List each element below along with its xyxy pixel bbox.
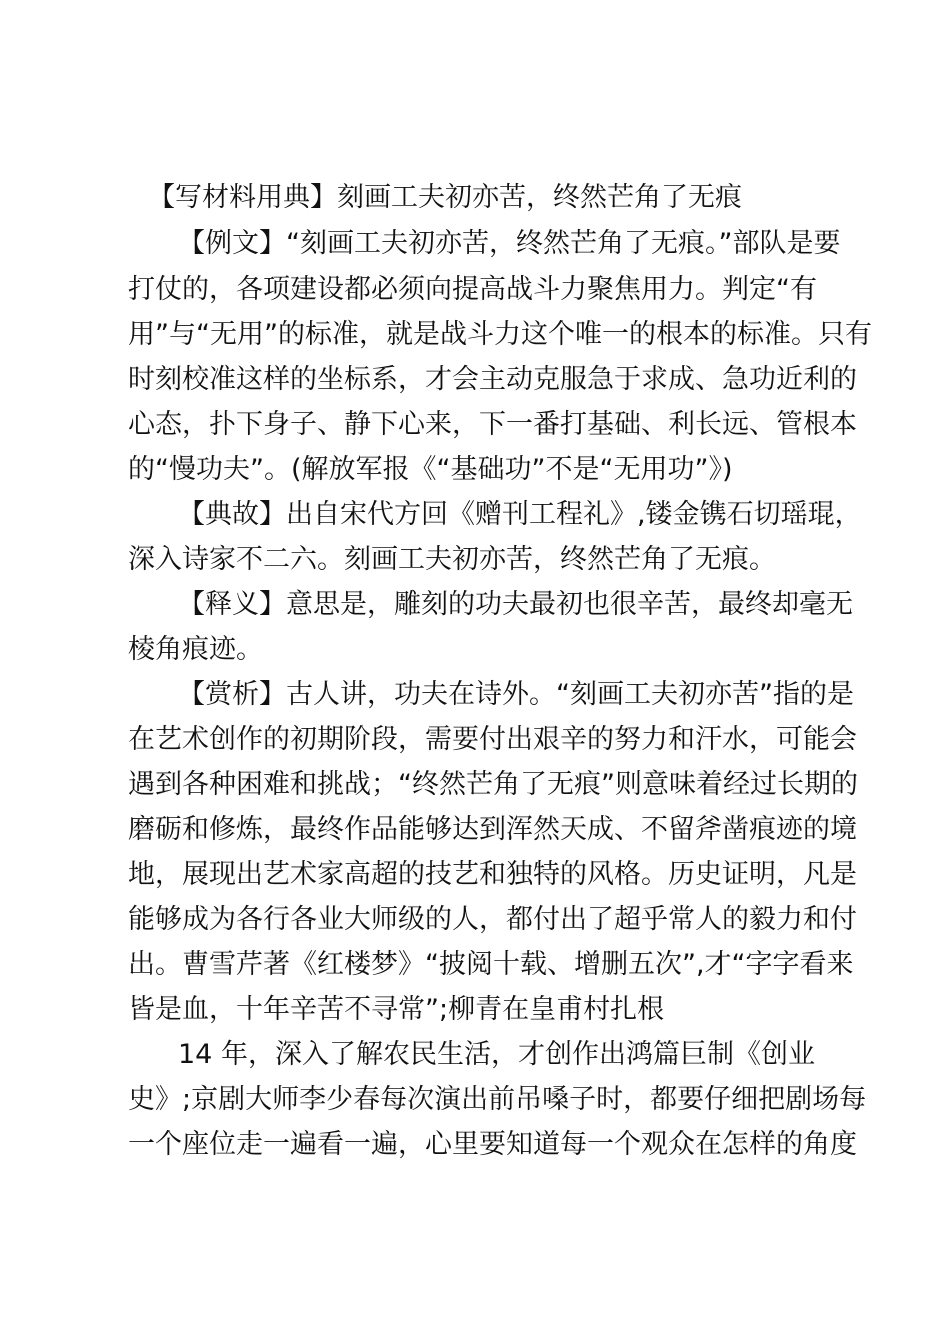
text-line: 皆是血，十年辛苦不寻常”;柳青在皇甫村扎根 [128,994,665,1025]
text-line: 磨砺和修炼，最终作品能够达到浑然天成、不留斧凿痕迹的境 [128,814,857,845]
text-line: 深入诗家不二六。刻画工夫初亦苦，终然芒角了无痕。 [128,544,776,575]
text-line: 【赏析】古人讲，功夫在诗外。“刻画工夫初亦苦”指的是 [178,679,854,710]
text-line: 的“慢功夫”。(解放军报《“基础功”不是“无用功”》) [128,454,733,485]
text-line: 遇到各种困难和挑战；“终然芒角了无痕”则意味着经过长期的 [128,769,858,800]
text-line: 史》;京剧大师李少春每次演出前吊嗓子时，都要仔细把剧场每 [128,1084,867,1115]
text-line: 【典故】出自宋代方回《赠刊工程礼》,镂金镌石切瑶琨， [178,499,862,530]
text-line: 地，展现出艺术家高超的技艺和独特的风格。历史证明，凡是 [128,859,857,890]
text-line: 出。曹雪芹著《红楼梦》“披阅十载、增删五次”,才“字字看来 [128,949,854,980]
text-line: 打仗的，各项建设都必须向提高战斗力聚焦用力。判定“有 [128,274,817,305]
document-title: 【写材料用典】刻画工夫初亦苦，终然芒角了无痕 [148,182,742,213]
text-line: 时刻校准这样的坐标系，才会主动克服急于求成、急功近利的 [128,364,857,395]
text-line: 【例文】“刻画工夫初亦苦，终然芒角了无痕。”部队是要 [178,228,841,259]
text-line: 【释义】意思是，雕刻的功夫最初也很辛苦，最终却毫无 [178,589,853,620]
text-line: 心态，扑下身子、静下心来，下一番打基础、利长远、管根本 [128,409,857,440]
text-line: 在艺术创作的初期阶段，需要付出艰辛的努力和汗水，可能会 [128,724,857,755]
text-line: 一个座位走一遍看一遍，心里要知道每一个观众在怎样的角度 [128,1129,857,1160]
text-line: 棱角痕迹。 [128,634,263,665]
text-line: 14 年，深入了解农民生活，才创作出鸿篇巨制《创业 [178,1039,815,1070]
text-line: 能够成为各行各业大师级的人，都付出了超乎常人的毅力和付 [128,904,857,935]
text-line: 用”与“无用”的标准，就是战斗力这个唯一的根本的标准。只有 [128,319,872,350]
